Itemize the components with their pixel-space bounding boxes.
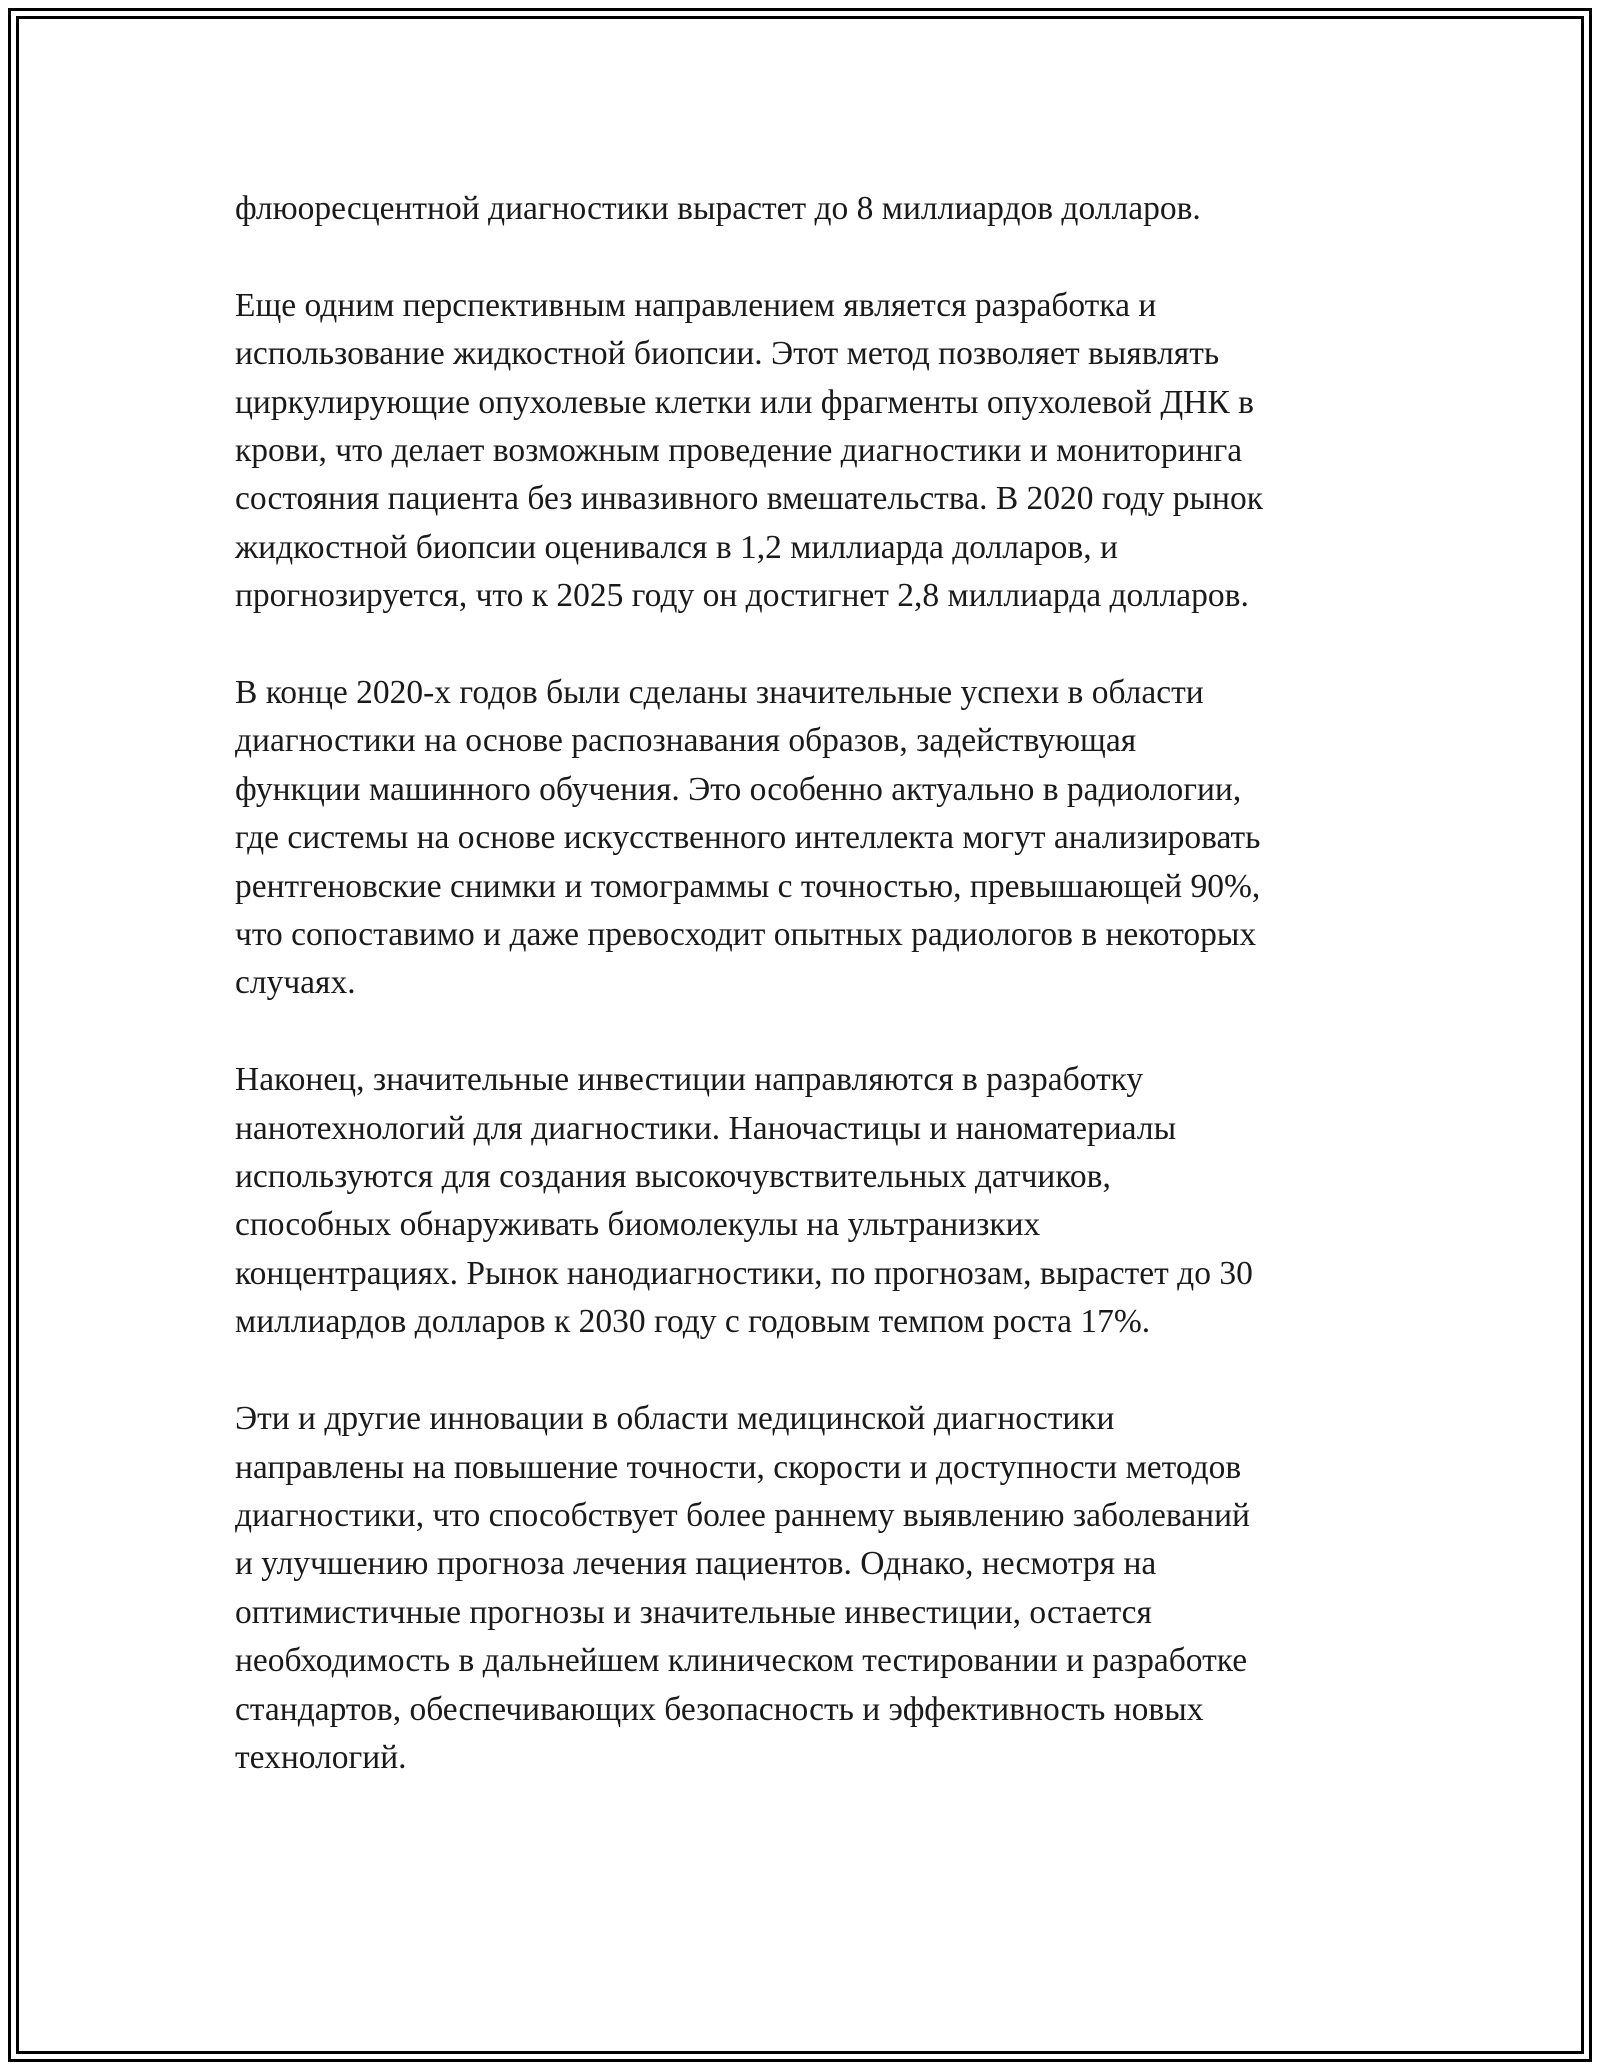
paragraph-conclusion: Эти и другие инновации в области медицинской диагностики направлены на повышение точности, скорости и доступности методов диагностики, что способствует более раннему выявлению заболеваний и улучшению прогноза лечения пациентов. Однако, несмотря на оптимистичные прогнозы и значительные инвестиции, остается необходимость в дальнейшем клиническом тестировании и разработке стандартов, обеспечивающих безопасность и эффективность новых технологий. bbox=[235, 1400, 1250, 1776]
paragraph-nanotechnology: Наконец, значительные инвестиции направляются в разработку нанотехнологий для диагностики. Наночастицы и наноматериалы используются для создания высокочувствительных датчиков, способных обнаруживать биомолекулы на ультранизких концентрациях. Рынок нанодиагностики, по прогнозам, вырастет до 30 миллиардов долларов к 2030 году с годовым темпом роста 17%. bbox=[235, 1061, 1253, 1341]
paragraph-fluorescence-forecast: флюоресцентной диагностики вырастет до 8 миллиардов долларов. bbox=[235, 190, 1201, 227]
paragraph-liquid-biopsy: Еще одним перспективным направлением является разработка и использование жидкостной биопсии. Этот метод позволяет выявлять циркулирующие опухолевые клетки или фрагменты опухолевой ДНК в крови, что делает возможным проведение диагностики и мониторинга состояния пациента без инвазивного вмешательства. В 2020 году рынок жидкостной биопсии оценивался в 1,2 миллиарда долларов, и прогнозируется, что к 2025 году он достигнет 2,8 миллиарда долларов. bbox=[235, 286, 1263, 615]
document-body bbox=[235, 185, 1395, 1831]
paragraph-ai-pattern-recognition: В конце 2020-х годов были сделаны значительные успехи в области диагностики на основе распознавания образов, задействующая функции машинного обучения. Это особенно актуально в радиологии, где системы на основе искусственного интеллекта могут анализировать рентгеновские снимки и томограммы с точностью, превышающей 90%, что сопоставимо и даже превосходит опытных радиологов в некоторых случаях. bbox=[235, 674, 1261, 1002]
